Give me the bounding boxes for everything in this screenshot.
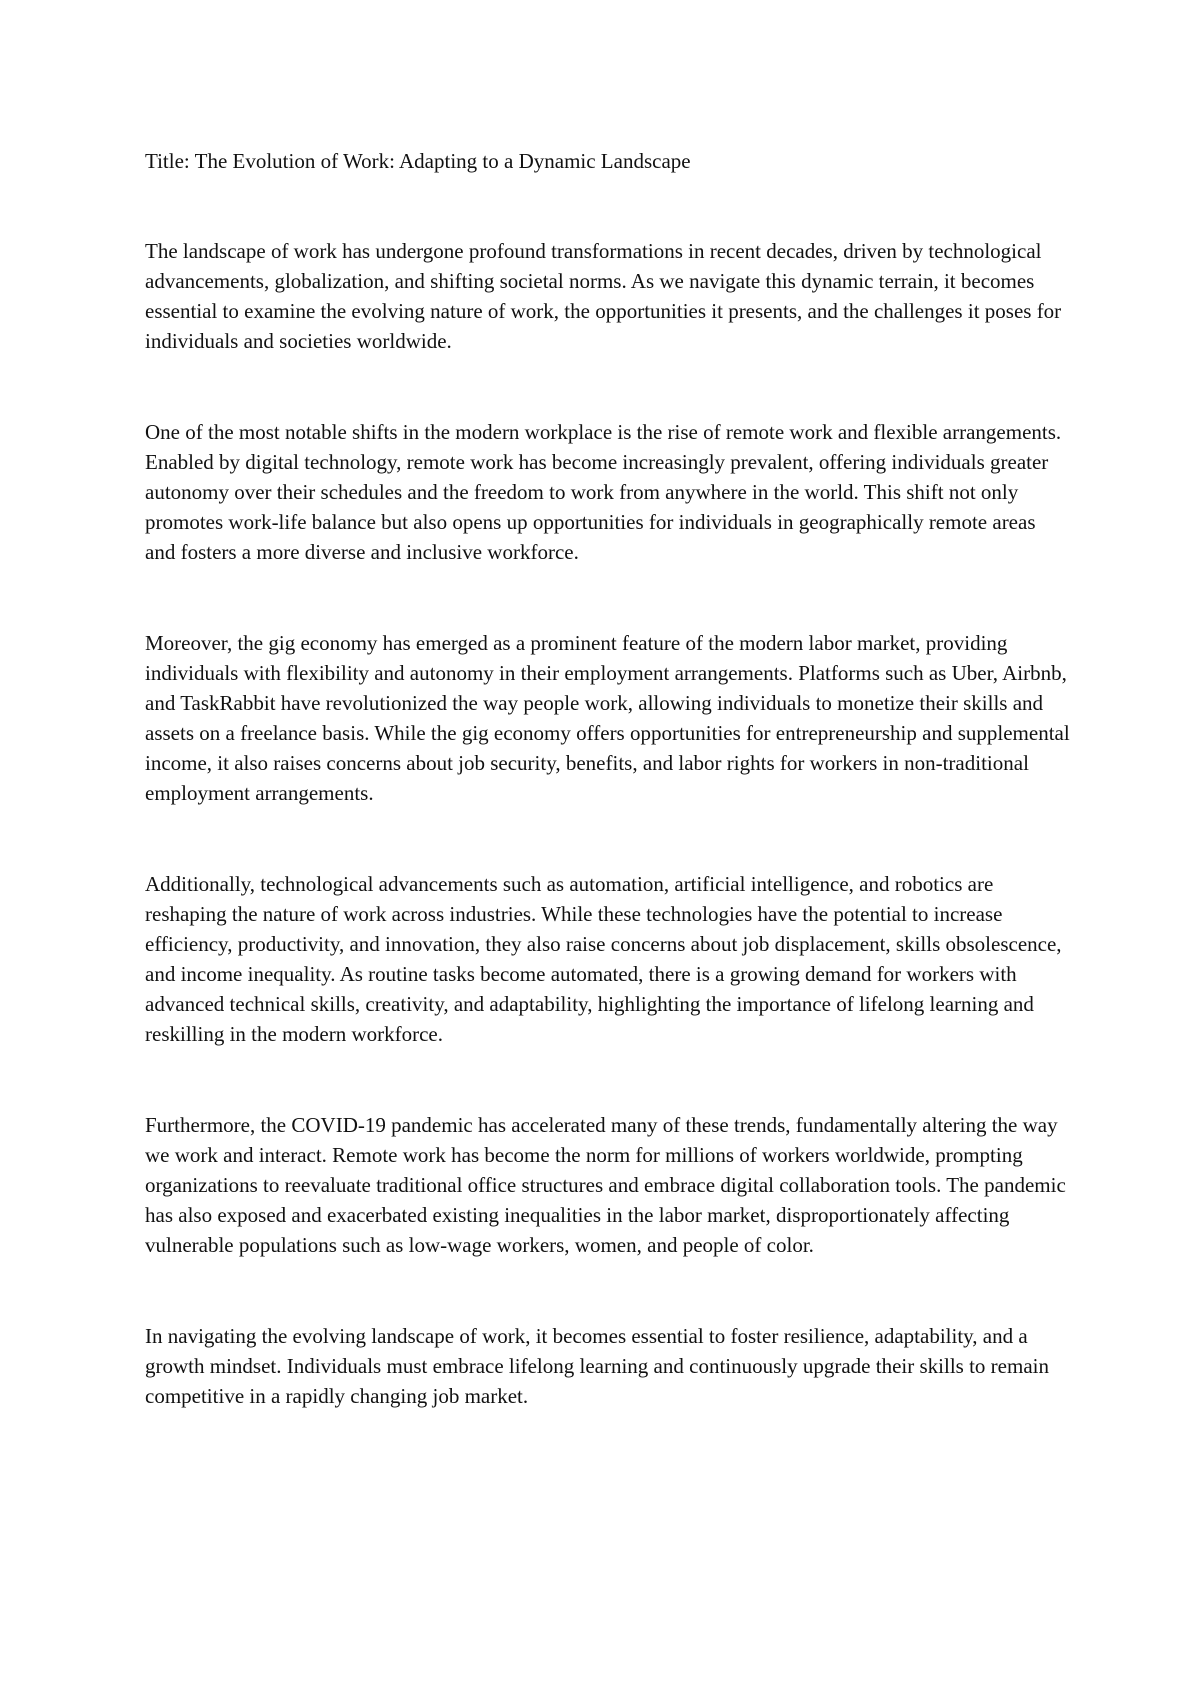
paragraph-covid: Furthermore, the COVID-19 pandemic has accelerated many of these trends, fundamentally altering the way we work and interact. Remote work has become the norm for millions of workers worldwide, prompting organizations to reevaluate traditional office structures and embrace digital collaboration tools. The pandemic has also exposed and exacerbated existing inequalities in the labor market, disproportionately affecting vulnerable populations such as low-wage workers, women, and people of color. xyxy=(145,1113,1066,1257)
paragraph-technology: Additionally, technological advancements such as automation, artificial intelligence, and robotics are reshaping the nature of work across industries. While these technologies have the potential to increase efficiency, productivity, and innovation, they also raise concerns about job displacement, skills obsolescence, and income inequality. As routine tasks become automated, there is a growing demand for workers with advanced technical skills, creativity, and adaptability, highlighting the importance of lifelong learning and reskilling in the modern workforce. xyxy=(145,872,1062,1046)
document-title: Title: The Evolution of Work: Adapting to a Dynamic Landscape xyxy=(145,149,691,173)
paragraph-gig-economy: Moreover, the gig economy has emerged as a prominent feature of the modern labor market, providing individuals with flexibility and autonomy in their employment arrangements. Platforms such as Uber, Airbnb, and TaskRabbit have revolutionized the way people work, allowing individuals to monetize their skills and assets on a freelance basis. While the gig economy offers opportunities for entrepreneurship and supplemental income, it also raises concerns about job security, benefits, and labor rights for workers in non-traditional employment arrangements. xyxy=(145,631,1070,805)
document-body xyxy=(145,146,1070,1472)
paragraph-conclusion: In navigating the evolving landscape of work, it becomes essential to foster resilience, adaptability, and a growth mindset. Individuals must embrace lifelong learning and continuously upgrade their skills to remain competitive in a rapidly changing job market. xyxy=(145,1324,1049,1408)
paragraph-intro: The landscape of work has undergone profound transformations in recent decades, driven by technological advancements, globalization, and shifting societal norms. As we navigate this dynamic terrain, it becomes essential to examine the evolving nature of work, the opportunities it presents, and the challenges it poses for individuals and societies worldwide. xyxy=(145,239,1062,353)
paragraph-remote-work: One of the most notable shifts in the modern workplace is the rise of remote work and flexible arrangements. Enabled by digital technology, remote work has become increasingly prevalent, offering individuals greater autonomy over their schedules and the freedom to work from anywhere in the world. This shift not only promotes work-life balance but also opens up opportunities for individuals in geographically remote areas and fosters a more diverse and inclusive workforce. xyxy=(145,420,1062,564)
